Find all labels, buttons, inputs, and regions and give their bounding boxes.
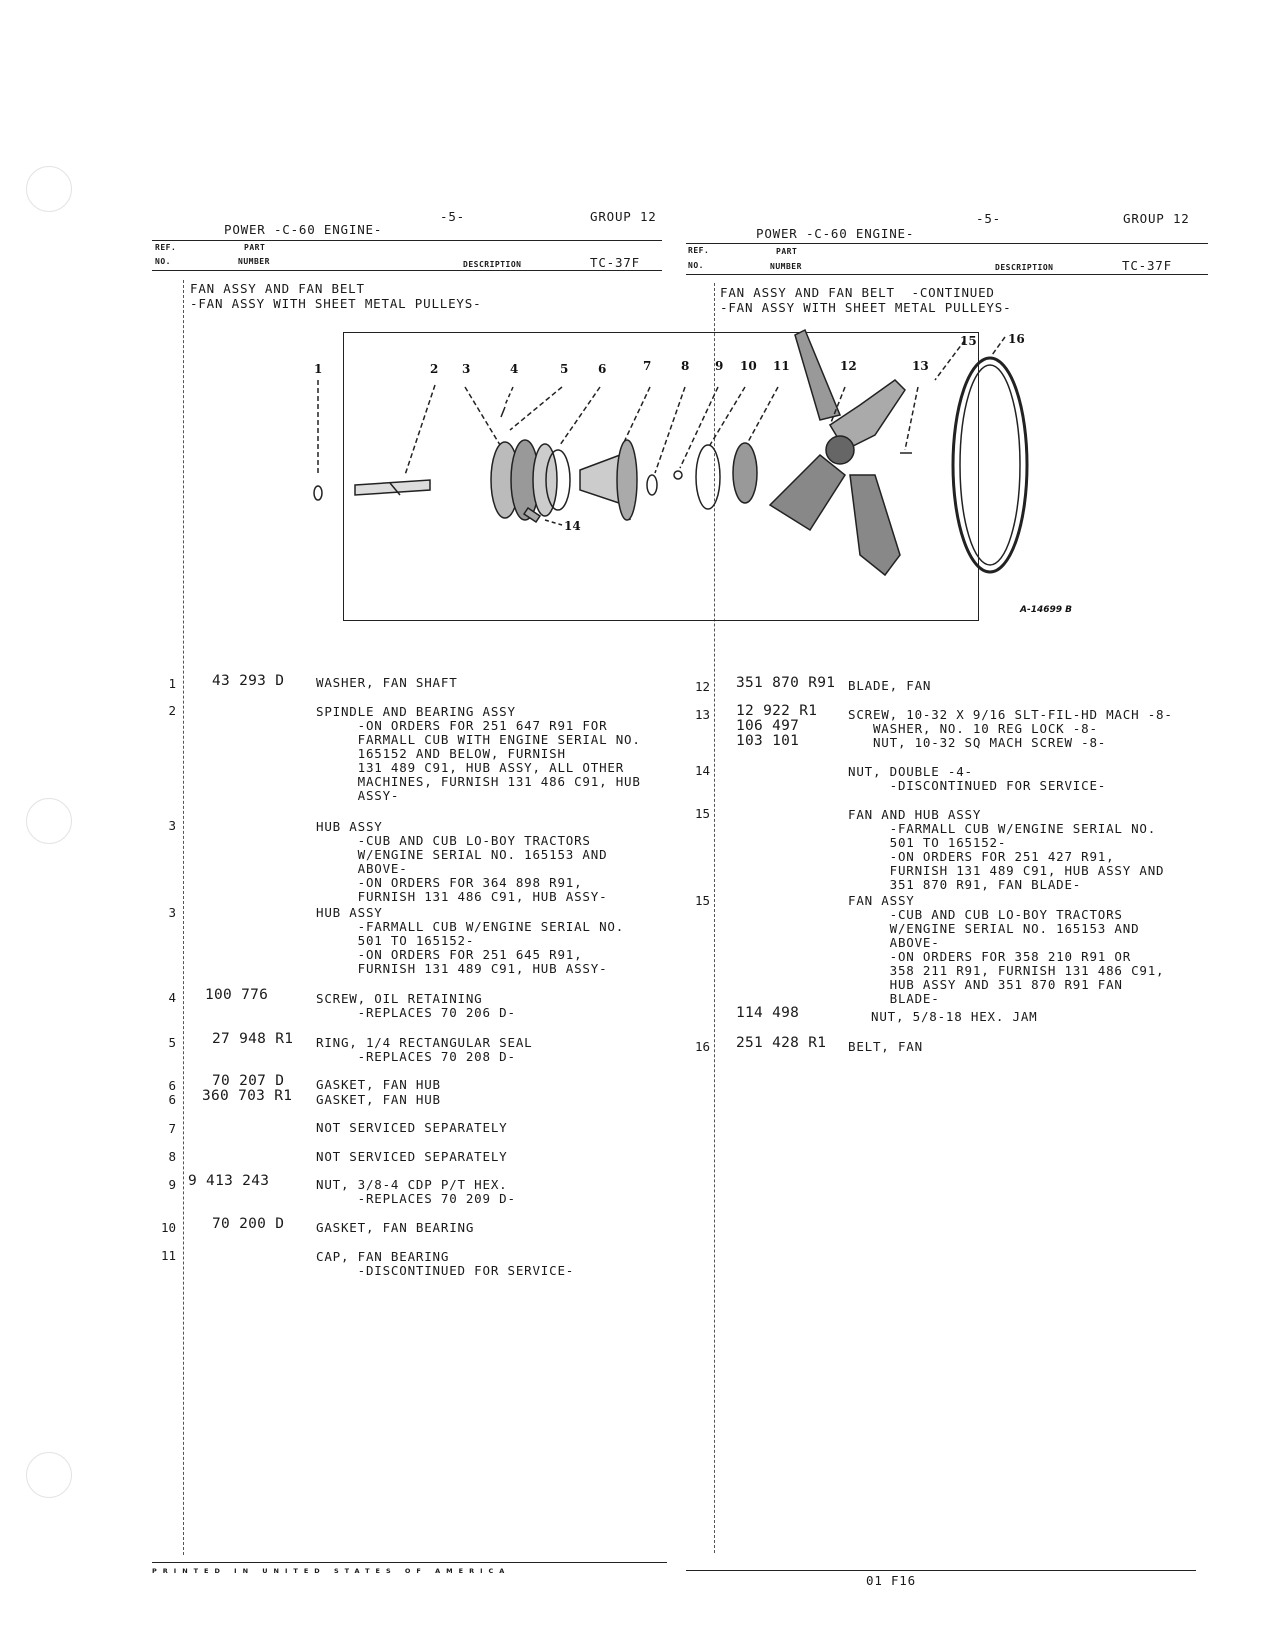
left-description: HUB ASSY -CUB AND CUB LO-BOY TRACTORS W/ENGINE SERIAL NO. 165153 AND ABOVE- -ON ORDERS FOR 364 898 R91, FURNISH 131 486 C91, HUB ASSY- [316, 819, 608, 904]
right-group-label: GROUP 12 [1123, 211, 1190, 226]
left-ref: 3 [168, 818, 176, 833]
callout-7: 7 [643, 359, 652, 373]
left-ref: 6 [168, 1078, 176, 1093]
left-col-number: NUMBER [238, 257, 270, 266]
binder-hole-bottom [26, 1452, 72, 1498]
left-part-number: 100 776 [205, 987, 269, 1003]
left-ref: 11 [160, 1248, 176, 1263]
footer-rule-right [686, 1570, 1196, 1571]
right-col-no: NO. [688, 261, 704, 270]
left-ref: 7 [168, 1121, 176, 1136]
right-ref: 15 [694, 806, 710, 821]
left-description: GASKET, FAN HUB [316, 1077, 441, 1092]
fan-assembly-illustration [300, 325, 1100, 645]
binder-hole-top [26, 166, 72, 212]
left-part-number: 70 200 D [212, 1216, 285, 1232]
right-ref: 13 [694, 707, 710, 722]
right-header-rule-bottom [686, 274, 1208, 275]
left-ref: 2 [168, 703, 176, 718]
left-header-rule [152, 240, 662, 241]
left-section-title: FAN ASSY AND FAN BELT [190, 281, 365, 296]
left-page-title: POWER -C-60 ENGINE- [224, 222, 383, 237]
left-description: CAP, FAN BEARING -DISCONTINUED FOR SERVICE- [316, 1249, 575, 1278]
callout-16: 16 [1008, 332, 1025, 346]
left-description: SCREW, OIL RETAINING -REPLACES 70 206 D- [316, 991, 516, 1020]
left-ref: 6 [168, 1092, 176, 1107]
left-description: WASHER, FAN SHAFT [316, 675, 458, 690]
right-col-part: PART [776, 247, 798, 256]
callout-1: 1 [314, 362, 323, 376]
left-description: NUT, 3/8-4 CDP P/T HEX. -REPLACES 70 209 D- [316, 1177, 516, 1206]
left-part-number: 9 413 243 [188, 1173, 270, 1189]
left-part-number: 43 293 D [212, 673, 285, 689]
callout-9: 9 [715, 359, 724, 373]
footer-printed-in: PRINTED IN UNITED STATES OF AMERICA [152, 1567, 511, 1575]
left-section-subtitle: -FAN ASSY WITH SHEET METAL PULLEYS- [190, 296, 482, 311]
right-description: FAN AND HUB ASSY -FARMALL CUB W/ENGINE SERIAL NO. 501 TO 165152- -ON ORDERS FOR 251 427 R91, FURNISH 131 489 C91, HUB ASSY AND 351 870 R91, FAN BLADE- [848, 807, 1165, 892]
right-ref: 12 [694, 679, 710, 694]
callout-11: 11 [773, 359, 790, 373]
left-description: GASKET, FAN BEARING [316, 1220, 475, 1235]
right-description: BLADE, FAN [848, 678, 932, 693]
right-section-subtitle: -FAN ASSY WITH SHEET METAL PULLEYS- [720, 300, 1012, 315]
right-description: SCREW, 10-32 X 9/16 SLT-FIL-HD MACH -8- WASHER, NO. 10 REG LOCK -8- NUT, 10-32 SQ MACH SCREW -8- [848, 707, 1173, 750]
left-col-no: NO. [155, 257, 171, 266]
left-col-part: PART [244, 243, 266, 252]
right-part-number: 12 922 R1 106 497 103 101 [736, 703, 818, 749]
left-header-rule-bottom [152, 270, 662, 271]
right-description: NUT, 5/8-18 HEX. JAM [871, 1009, 1038, 1024]
callout-5: 5 [560, 362, 569, 376]
left-ref: 4 [168, 990, 176, 1005]
left-ref: 9 [168, 1177, 176, 1192]
footer-code: 01 F16 [866, 1573, 916, 1588]
callout-3: 3 [462, 362, 471, 376]
callout-2: 2 [430, 362, 439, 376]
callout-14: 14 [564, 519, 581, 533]
left-model: TC-37F [590, 255, 640, 270]
left-description: HUB ASSY -FARMALL CUB W/ENGINE SERIAL NO. 501 TO 165152- -ON ORDERS FOR 251 645 R91, FURNISH 131 489 C91, HUB ASSY- [316, 905, 625, 976]
right-page-title: POWER -C-60 ENGINE- [756, 226, 915, 241]
left-ref: 1 [168, 676, 176, 691]
right-part-number: 351 870 R91 [736, 675, 836, 691]
left-description: NOT SERVICED SEPARATELY [316, 1149, 508, 1164]
figure-id-label: A-14699 B [1020, 605, 1073, 615]
left-ref: 5 [168, 1035, 176, 1050]
left-description: RING, 1/4 RECTANGULAR SEAL -REPLACES 70 208 D- [316, 1035, 533, 1064]
left-ref: 8 [168, 1149, 176, 1164]
right-col-description: DESCRIPTION [995, 263, 1054, 272]
right-ref: 16 [694, 1039, 710, 1054]
left-part-number: 360 703 R1 [202, 1088, 293, 1104]
right-part-number: 251 428 R1 [736, 1035, 827, 1051]
right-section-title: FAN ASSY AND FAN BELT -CONTINUED [720, 285, 995, 300]
left-column-guide [183, 280, 184, 1555]
right-col-number: NUMBER [770, 262, 802, 271]
binder-hole-middle [26, 798, 72, 844]
callout-8: 8 [681, 359, 690, 373]
left-col-description: DESCRIPTION [463, 260, 522, 269]
right-ref: 14 [694, 763, 710, 778]
left-page-number: -5- [440, 209, 465, 224]
left-description: SPINDLE AND BEARING ASSY -ON ORDERS FOR 251 647 R91 FOR FARMALL CUB WITH ENGINE SERIAL NO. 165152 AND BELOW, FURNISH 131 489 C91, HUB ASSY, ALL OTHER MACHINES, FURNISH 131 486 C91, HUB ASSY- [316, 704, 641, 803]
right-description: NUT, DOUBLE -4- -DISCONTINUED FOR SERVICE- [848, 764, 1107, 793]
left-part-number: 27 948 R1 [212, 1031, 294, 1047]
callout-15: 15 [960, 334, 977, 348]
right-ref: 15 [694, 893, 710, 908]
callout-6: 6 [598, 362, 607, 376]
left-col-ref: REF. [155, 243, 177, 252]
callout-10: 10 [740, 359, 757, 373]
callout-12: 12 [840, 359, 857, 373]
callout-13: 13 [912, 359, 929, 373]
right-description: FAN ASSY -CUB AND CUB LO-BOY TRACTORS W/ENGINE SERIAL NO. 165153 AND ABOVE- -ON ORDERS FOR 358 210 R91 OR 358 211 R91, FURNISH 131 486 C91, HUB ASSY AND 351 870 R91 FAN BLADE- [848, 893, 1165, 1006]
right-description: BELT, FAN [848, 1039, 923, 1054]
left-part-number: 70 207 D [212, 1073, 285, 1089]
left-group-label: GROUP 12 [590, 209, 657, 224]
footer-rule-left [152, 1562, 667, 1563]
left-ref: 3 [168, 905, 176, 920]
right-header-rule [686, 243, 1208, 244]
callout-4: 4 [510, 362, 519, 376]
right-model: TC-37F [1122, 258, 1172, 273]
right-col-ref: REF. [688, 246, 710, 255]
left-description: NOT SERVICED SEPARATELY [316, 1120, 508, 1135]
left-description: GASKET, FAN HUB [316, 1092, 441, 1107]
right-page-number: -5- [976, 211, 1001, 226]
right-part-number: 114 498 [736, 1005, 800, 1021]
left-ref: 10 [160, 1220, 176, 1235]
